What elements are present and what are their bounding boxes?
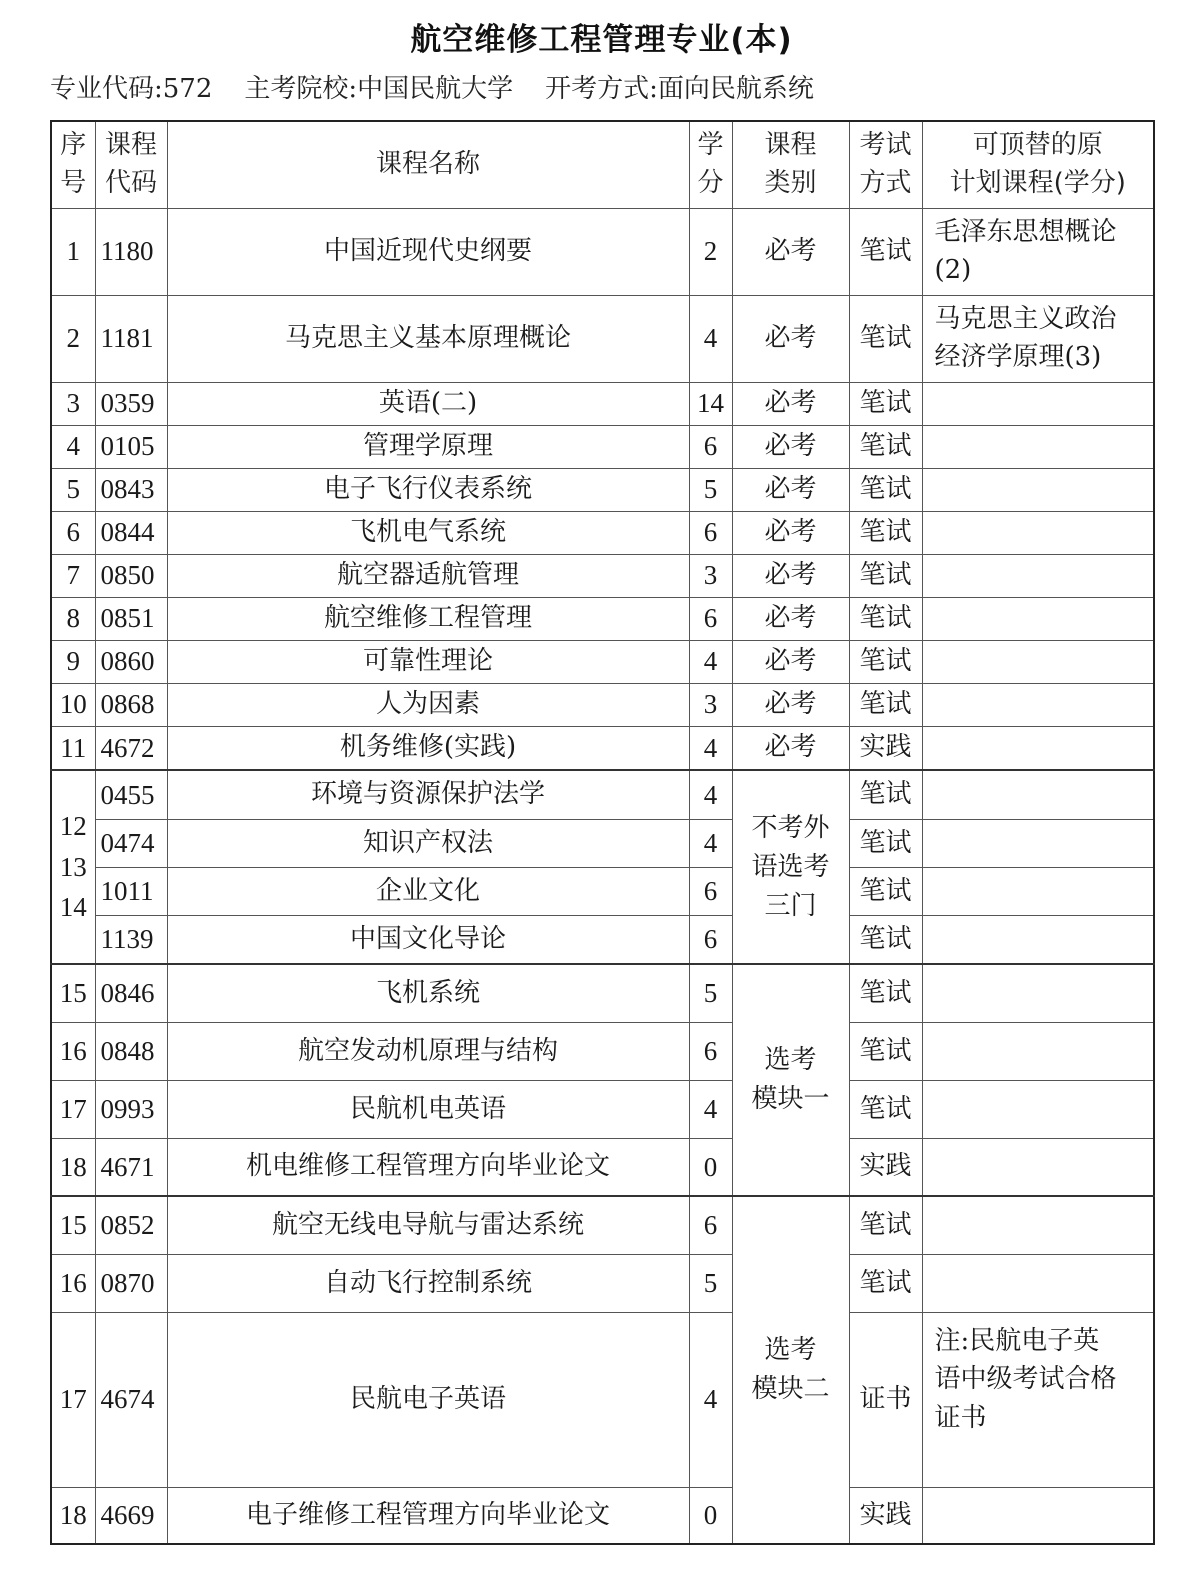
- replace-cell: [922, 964, 1154, 1022]
- header-exam: 考试 方式: [849, 121, 922, 208]
- header-replace: 可顶替的原 计划课程(学分): [922, 121, 1154, 208]
- seq-group-cell: 12 13 14: [51, 770, 95, 964]
- name-cell: 机务维修(实践): [167, 726, 689, 770]
- name-cell: 航空维修工程管理: [167, 597, 689, 640]
- replace-cell: [922, 915, 1154, 964]
- code-cell: 4671: [95, 1138, 167, 1196]
- table-row: [51, 915, 1154, 964]
- seq-cell: 11: [51, 726, 95, 770]
- table-row: [51, 1196, 1154, 1254]
- replace-cell: [922, 1254, 1154, 1312]
- code-cell: 0105: [95, 425, 167, 468]
- category-cell: 必考: [732, 511, 849, 554]
- name-cell: 人为因素: [167, 683, 689, 726]
- table-row: [51, 1487, 1154, 1544]
- credit-cell: 6: [689, 597, 732, 640]
- seq-cell: 5: [51, 468, 95, 511]
- replace-cell: 毛泽东思想概论 (2): [922, 208, 1154, 295]
- credit-cell: 4: [689, 819, 732, 867]
- exam-cell: 实践: [849, 1487, 922, 1544]
- credit-cell: 3: [689, 683, 732, 726]
- credit-cell: 4: [689, 770, 732, 819]
- seq-cell: 7: [51, 554, 95, 597]
- replace-cell: 马克思主义政治 经济学原理(3): [922, 295, 1154, 382]
- exam-cell: 笔试: [849, 295, 922, 382]
- replace-cell: [922, 726, 1154, 770]
- name-cell: 飞机系统: [167, 964, 689, 1022]
- table-row: [51, 208, 1154, 295]
- seq-cell: 15: [51, 964, 95, 1022]
- exam-cell: 笔试: [849, 819, 922, 867]
- code-cell: 1181: [95, 295, 167, 382]
- replace-cell: [922, 425, 1154, 468]
- name-cell: 可靠性理论: [167, 640, 689, 683]
- exam-cell: 实践: [849, 1138, 922, 1196]
- table-row: [51, 819, 1154, 867]
- exam-cell: 笔试: [849, 468, 922, 511]
- category-group-cell: 不考外 语选考 三门: [732, 770, 849, 964]
- seq-cell: 2: [51, 295, 95, 382]
- name-cell: 企业文化: [167, 867, 689, 915]
- seq-cell: 9: [51, 640, 95, 683]
- replace-cell: [922, 1022, 1154, 1080]
- page-title: 航空维修工程管理专业(本): [410, 22, 793, 58]
- table-row: [51, 1080, 1154, 1138]
- credit-cell: 6: [689, 1022, 732, 1080]
- header-row: [51, 121, 1154, 208]
- seq-cell: 17: [51, 1080, 95, 1138]
- table-row: [51, 964, 1154, 1022]
- category-group-cell: 选考 模块二: [732, 1196, 849, 1544]
- table-row: [51, 295, 1154, 382]
- code-cell: 0848: [95, 1022, 167, 1080]
- host-school: 主考院校:中国民航大学: [244, 74, 514, 104]
- category-cell: 必考: [732, 295, 849, 382]
- seq-cell: 4: [51, 425, 95, 468]
- header-name: 课程名称: [167, 121, 689, 208]
- name-cell: 飞机电气系统: [167, 511, 689, 554]
- name-cell: 航空器适航管理: [167, 554, 689, 597]
- table-row: [51, 1312, 1154, 1487]
- exam-cell: 笔试: [849, 1254, 922, 1312]
- code-cell: 0851: [95, 597, 167, 640]
- seq-cell: 10: [51, 683, 95, 726]
- seq-cell: 8: [51, 597, 95, 640]
- table-row: [51, 1138, 1154, 1196]
- replace-cell: [922, 770, 1154, 819]
- name-cell: 中国文化导论: [167, 915, 689, 964]
- exam-cell: 笔试: [849, 425, 922, 468]
- replace-note-cell: 注:民航电子英 语中级考试合格 证书: [922, 1312, 1154, 1487]
- code-cell: 0359: [95, 382, 167, 425]
- credit-cell: 14: [689, 382, 732, 425]
- exam-cell: 证书: [849, 1312, 922, 1487]
- table-row: [51, 726, 1154, 770]
- category-cell: 必考: [732, 208, 849, 295]
- code-cell: 0844: [95, 511, 167, 554]
- exam-cell: 笔试: [849, 915, 922, 964]
- credit-cell: 0: [689, 1487, 732, 1544]
- replace-cell: [922, 640, 1154, 683]
- major-meta: [50, 68, 846, 105]
- code-cell: 1139: [95, 915, 167, 964]
- table-row: [51, 511, 1154, 554]
- credit-cell: 5: [689, 1254, 732, 1312]
- replace-cell: [922, 1487, 1154, 1544]
- course-table: [50, 120, 1155, 1545]
- table-row: [51, 867, 1154, 915]
- exam-cell: 笔试: [849, 554, 922, 597]
- code-cell: 4672: [95, 726, 167, 770]
- code-cell: 0474: [95, 819, 167, 867]
- code-cell: 0843: [95, 468, 167, 511]
- category-cell: 必考: [732, 554, 849, 597]
- credit-cell: 0: [689, 1138, 732, 1196]
- replace-cell: [922, 382, 1154, 425]
- seq-cell: 6: [51, 511, 95, 554]
- name-cell: 马克思主义基本原理概论: [167, 295, 689, 382]
- major-code: 专业代码:572: [50, 74, 213, 104]
- replace-cell: [922, 1196, 1154, 1254]
- name-cell: 民航机电英语: [167, 1080, 689, 1138]
- seq-cell: 18: [51, 1487, 95, 1544]
- code-cell: 0868: [95, 683, 167, 726]
- header-credit: 学 分: [689, 121, 732, 208]
- category-cell: 必考: [732, 382, 849, 425]
- table-row: [51, 382, 1154, 425]
- credit-cell: 4: [689, 640, 732, 683]
- seq-cell: 3: [51, 382, 95, 425]
- seq-cell: 16: [51, 1254, 95, 1312]
- seq-cell: 17: [51, 1312, 95, 1487]
- name-cell: 航空发动机原理与结构: [167, 1022, 689, 1080]
- exam-cell: 笔试: [849, 1196, 922, 1254]
- credit-cell: 6: [689, 867, 732, 915]
- seq-cell: 18: [51, 1138, 95, 1196]
- table-row: [51, 683, 1154, 726]
- exam-mode: 开考方式:面向民航系统: [545, 74, 814, 104]
- name-cell: 英语(二): [167, 382, 689, 425]
- credit-cell: 6: [689, 511, 732, 554]
- exam-cell: 笔试: [849, 964, 922, 1022]
- exam-cell: 笔试: [849, 382, 922, 425]
- category-cell: 必考: [732, 468, 849, 511]
- exam-cell: 笔试: [849, 1080, 922, 1138]
- table-row: [51, 554, 1154, 597]
- category-cell: 必考: [732, 683, 849, 726]
- table-row: [51, 770, 1154, 819]
- name-cell: 民航电子英语: [167, 1312, 689, 1487]
- credit-cell: 4: [689, 295, 732, 382]
- exam-cell: 实践: [849, 726, 922, 770]
- name-cell: 环境与资源保护法学: [167, 770, 689, 819]
- name-cell: 中国近现代史纲要: [167, 208, 689, 295]
- replace-cell: [922, 819, 1154, 867]
- name-cell: 电子维修工程管理方向毕业论文: [167, 1487, 689, 1544]
- replace-cell: [922, 468, 1154, 511]
- name-cell: 自动飞行控制系统: [167, 1254, 689, 1312]
- code-cell: 4669: [95, 1487, 167, 1544]
- replace-cell: [922, 867, 1154, 915]
- table-row: [51, 597, 1154, 640]
- replace-cell: [922, 597, 1154, 640]
- exam-cell: 笔试: [849, 770, 922, 819]
- exam-cell: 笔试: [849, 511, 922, 554]
- credit-cell: 5: [689, 964, 732, 1022]
- code-cell: 0870: [95, 1254, 167, 1312]
- code-cell: 0993: [95, 1080, 167, 1138]
- seq-cell: 1: [51, 208, 95, 295]
- replace-cell: [922, 1138, 1154, 1196]
- replace-cell: [922, 683, 1154, 726]
- name-cell: 管理学原理: [167, 425, 689, 468]
- table-row: [51, 1022, 1154, 1080]
- credit-cell: 2: [689, 208, 732, 295]
- table-row: [51, 640, 1154, 683]
- code-cell: 1011: [95, 867, 167, 915]
- table-row: [51, 468, 1154, 511]
- table-row: [51, 425, 1154, 468]
- table-row: [51, 1254, 1154, 1312]
- credit-cell: 6: [689, 1196, 732, 1254]
- name-cell: 电子飞行仪表系统: [167, 468, 689, 511]
- credit-cell: 5: [689, 468, 732, 511]
- category-cell: 必考: [732, 425, 849, 468]
- category-cell: 必考: [732, 726, 849, 770]
- credit-cell: 4: [689, 1312, 732, 1487]
- credit-cell: 6: [689, 915, 732, 964]
- exam-cell: 笔试: [849, 208, 922, 295]
- code-cell: 0852: [95, 1196, 167, 1254]
- name-cell: 知识产权法: [167, 819, 689, 867]
- name-cell: 航空无线电导航与雷达系统: [167, 1196, 689, 1254]
- code-cell: 0455: [95, 770, 167, 819]
- code-cell: 0860: [95, 640, 167, 683]
- exam-cell: 笔试: [849, 683, 922, 726]
- category-cell: 必考: [732, 640, 849, 683]
- category-group-cell: 选考 模块一: [732, 964, 849, 1196]
- header-code: 课程 代码: [95, 121, 167, 208]
- credit-cell: 4: [689, 726, 732, 770]
- header-category: 课程 类别: [732, 121, 849, 208]
- exam-cell: 笔试: [849, 1022, 922, 1080]
- category-cell: 必考: [732, 597, 849, 640]
- code-cell: 1180: [95, 208, 167, 295]
- credit-cell: 6: [689, 425, 732, 468]
- seq-cell: 16: [51, 1022, 95, 1080]
- code-cell: 4674: [95, 1312, 167, 1487]
- replace-cell: [922, 1080, 1154, 1138]
- exam-cell: 笔试: [849, 597, 922, 640]
- credit-cell: 3: [689, 554, 732, 597]
- code-cell: 0850: [95, 554, 167, 597]
- header-seq: 序 号: [51, 121, 95, 208]
- name-cell: 机电维修工程管理方向毕业论文: [167, 1138, 689, 1196]
- exam-cell: 笔试: [849, 867, 922, 915]
- code-cell: 0846: [95, 964, 167, 1022]
- replace-cell: [922, 511, 1154, 554]
- credit-cell: 4: [689, 1080, 732, 1138]
- replace-cell: [922, 554, 1154, 597]
- exam-cell: 笔试: [849, 640, 922, 683]
- seq-cell: 15: [51, 1196, 95, 1254]
